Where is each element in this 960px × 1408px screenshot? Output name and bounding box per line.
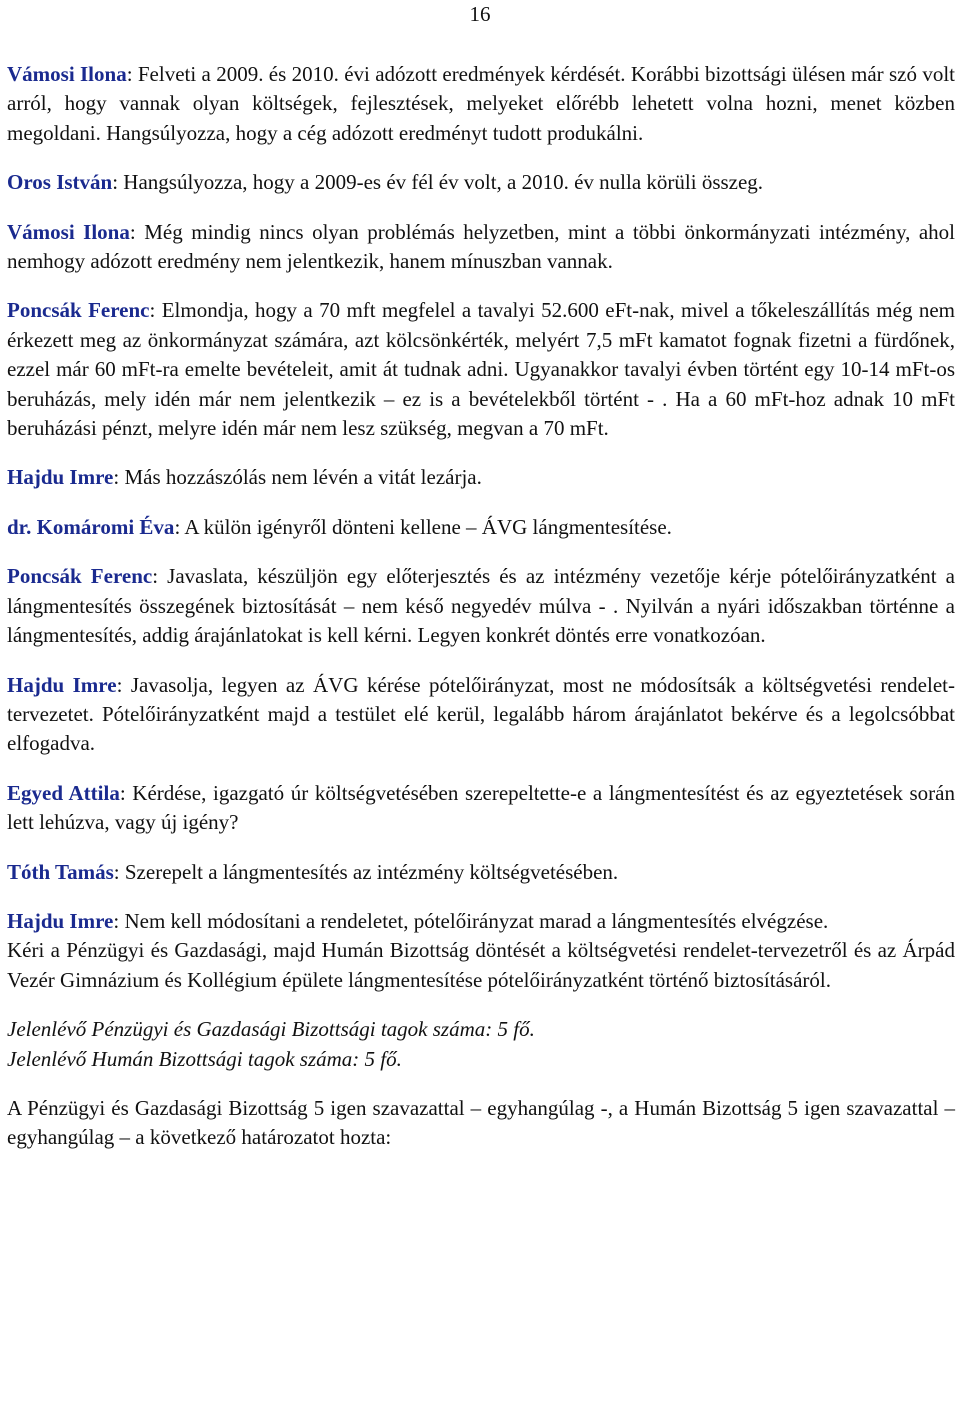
paragraph-text: : Szerepelt a lángmentesítés az intézmény költségvetésében. bbox=[113, 859, 619, 884]
speaker-name: Vámosi Ilona bbox=[7, 219, 130, 244]
paragraph bbox=[7, 218, 955, 277]
paragraph-text: : Javaslata, készüljön egy előterjesztés és az intézmény vezetője kérje pótelőirányzatként a lángmentesítés összegének biztosítását – nem késő negyedév múlva - . Nyilván a nyári időszakban történne a lángmentesítés, addig árajánlatokat is kell kérni. Legyen konkrét döntés erre vonatkozóan. bbox=[7, 564, 955, 648]
speaker-name: Hajdu Imre bbox=[7, 672, 117, 697]
speaker-prefix: dr. bbox=[7, 514, 37, 539]
speaker-name: Hajdu Imre bbox=[7, 908, 114, 933]
paragraph bbox=[7, 562, 955, 650]
paragraph bbox=[7, 168, 955, 197]
request-paragraph: Kéri a Pénzügyi és Gazdasági, majd Humán Bizottság döntését a költségvetési rendelet-tervezetről és az Árpád Vezér Gimnázium és Kollégium épülete lángmentesítése pótelőirányzatként történő biztosításáról. bbox=[7, 938, 955, 992]
vote-paragraph: A Pénzügyi és Gazdasági Bizottság 5 igen szavazattal – egyhangúlag -, a Humán Bizottság 5 igen szavazattal – egyhangúlag – a következő határozatot hozta: bbox=[7, 1095, 955, 1150]
paragraph bbox=[7, 296, 955, 443]
paragraph-text: : Hangsúlyozza, hogy a 2009-es év fél év volt, a 2010. év nulla körüli összeg. bbox=[112, 170, 764, 195]
paragraph bbox=[7, 858, 955, 887]
paragraph-text: : Más hozzászólás nem lévén a vitát lezárja. bbox=[113, 465, 482, 490]
speaker-name: Hajdu Imre bbox=[7, 465, 114, 490]
speaker-name: Tóth Tamás bbox=[7, 859, 114, 884]
paragraph-text: : Elmondja, hogy a 70 mft megfelel a tavalyi 52.600 eFt-nak, mivel a tőkeleszállítás még nem érkezett meg az önkormányzat számára, azt kölcsönkérték, melyért 7,5 mFt kamatot fognak fizetni a fürdőnek, ezzel már 60 mFt-ra emelte bevételeit, amit át tudnak adni. Ugyanakkor tavalyi évben történt egy 10-14 mFt-os beruházás, mely idén már nem jelentkezik – ez is a bevételekből történt - . Ha a 60 mFt-hoz adnak 10 mFt beruházási pénzt, melyre idén már nem lesz szükség, megvan a 70 mFt. bbox=[7, 298, 955, 441]
paragraph-text: : Nem kell módosítani a rendeletet, pótelőirányzat marad a lángmentesítés elvégzése. bbox=[113, 908, 829, 933]
paragraph-text: : Még mindig nincs olyan problémás helyzetben, mint a többi önkormányzati intézmény, ahol nemhogy adózott eredmény nem jelentkezik, hanem mínuszban vannak. bbox=[7, 219, 955, 274]
paragraph bbox=[7, 513, 955, 542]
attendance-line: Jelenlévő Humán Bizottsági tagok száma: 5 fő. bbox=[7, 1046, 402, 1071]
paragraph bbox=[7, 463, 955, 492]
speaker-name: Egyed Attila bbox=[7, 780, 120, 805]
paragraph bbox=[7, 779, 955, 838]
paragraph-text: : Felveti a 2009. és 2010. évi adózott eredmények kérdését. Korábbi bizottsági ülésen már szó volt arról, hogy vannak olyan költségek, fejlesztések, melyeket előrébb lehetett volna hozni, menet közben megoldani. Hangsúlyozza, hogy a cég adózott eredményt tudott produkálni. bbox=[7, 62, 956, 145]
attendance-line: Jelenlévő Pénzügyi és Gazdasági Bizottsági tagok száma: 5 fő. bbox=[7, 1017, 535, 1042]
paragraph-text: : A külön igényről dönteni kellene – ÁVG lángmentesítése. bbox=[174, 514, 672, 539]
page-number: 16 bbox=[469, 2, 491, 26]
speaker-name: Komáromi Éva bbox=[36, 514, 175, 539]
paragraph bbox=[7, 907, 955, 936]
speaker-name: Poncsák Ferenc bbox=[7, 564, 153, 589]
paragraph bbox=[7, 60, 955, 148]
speaker-name: Oros István bbox=[7, 170, 113, 195]
paragraph-text: : Kérdése, igazgató úr költségvetésében szerepeltette-e a lángmentesítést és az egyeztetések során lett lehúzva, vagy új igény? bbox=[7, 780, 956, 835]
speaker-name: Poncsák Ferenc bbox=[7, 298, 150, 323]
paragraph-text: : Javasolja, legyen az ÁVG kérése pótelőirányzat, most ne módosítsák a költségvetési rendelet-tervezetet. Pótelőirányzatként majd a testület elé kerül, legalább három árajánlatot bekérve és a legolcsóbbat elfogadva. bbox=[7, 672, 955, 756]
speaker-name: Vámosi Ilona bbox=[7, 62, 127, 86]
document-body bbox=[7, 60, 955, 1173]
paragraph bbox=[7, 671, 955, 759]
